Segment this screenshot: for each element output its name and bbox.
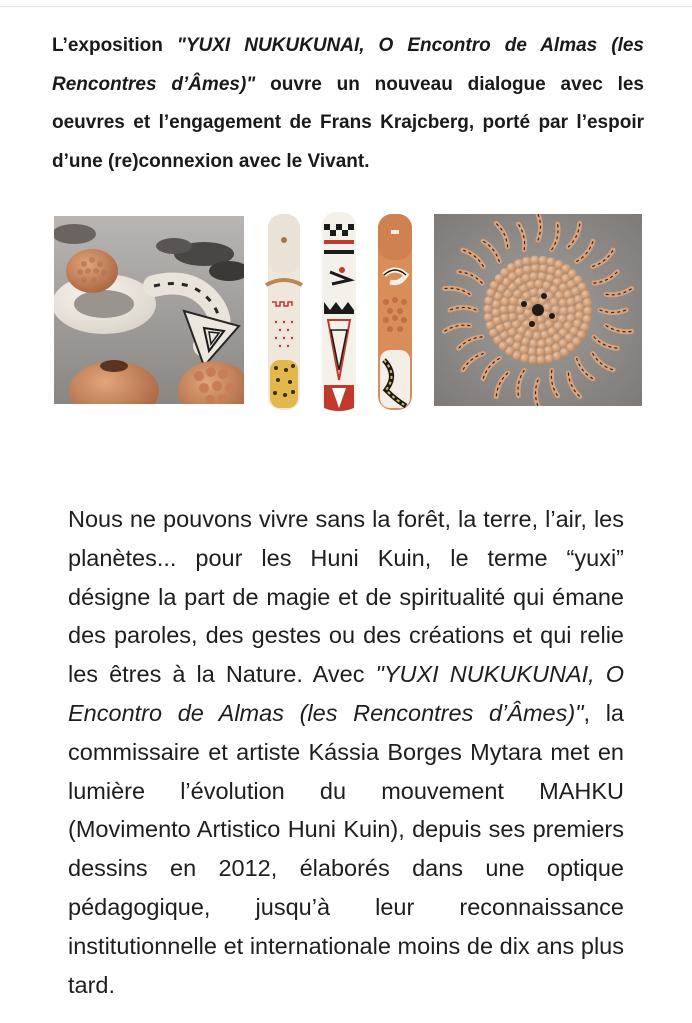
center-seed bbox=[549, 313, 555, 319]
clay-bead bbox=[514, 259, 523, 268]
clay-bead bbox=[531, 264, 540, 273]
clay-bead bbox=[583, 315, 592, 324]
clay-bead bbox=[583, 298, 592, 307]
clay-bead bbox=[523, 265, 532, 274]
sun-installation-photo bbox=[434, 214, 642, 406]
ceramic-sculptures-photo bbox=[54, 216, 244, 404]
body-paragraph bbox=[68, 500, 624, 1004]
clay-bead bbox=[537, 355, 546, 364]
clay-bead bbox=[486, 321, 495, 330]
intro-paragraph bbox=[52, 27, 644, 181]
intro-exhibition-title: "YUXI NUKUKUNAI, O Encontro de Almas (les Rencontres d’Âmes)" bbox=[52, 35, 644, 95]
clay-bead bbox=[522, 257, 531, 266]
clay-bead bbox=[492, 308, 501, 317]
clay-bead bbox=[537, 339, 546, 348]
clay-bead bbox=[528, 347, 537, 356]
clay-bead bbox=[583, 306, 592, 315]
clay-bead bbox=[507, 304, 516, 313]
clay-bead bbox=[538, 272, 547, 281]
center-seed bbox=[521, 301, 527, 307]
body-part1: Nous ne pouvons vivre sans la forêt, la terre, l’air, les planètes... pour les Huni Kuin, le terme “yuxi” désigne la part de magie et de spiritualité qui émane des paroles, des gestes ou des créations et qui relie les êtres à la Nature. Avec bbox=[68, 506, 624, 688]
body-exhibition-title: "YUXI NUKUKUNAI, O Encontro de Almas (les Rencontres d’Âmes)" bbox=[68, 661, 624, 726]
clay-bead bbox=[520, 345, 529, 354]
artwork-gallery bbox=[52, 210, 644, 415]
top-divider bbox=[0, 0, 692, 7]
clay-bead bbox=[567, 306, 576, 315]
clay-bead bbox=[559, 298, 568, 307]
clay-bead bbox=[484, 296, 493, 305]
clay-bead bbox=[536, 347, 545, 356]
center-seed bbox=[532, 304, 544, 316]
clay-bead bbox=[508, 312, 517, 321]
clay-bead bbox=[483, 304, 492, 313]
painted-totems-photo bbox=[260, 210, 432, 415]
body-part2: , la commissaire et artiste Kássia Borges Mytara met en lumière l’évolution du mouvement MAHKU (Movimento Artistico Huni Kuin), depuis ses premiers dessins en 2012, élaborés dans une optique pédagogique, jusqu’à leur reconnaissance institutionnelle et internationale moins de dix ans plus tard. bbox=[68, 699, 624, 998]
clay-bead bbox=[559, 307, 568, 316]
clay-bead bbox=[529, 339, 538, 348]
center-seed bbox=[541, 293, 547, 299]
clay-bead bbox=[553, 352, 562, 361]
clay-bead bbox=[499, 342, 508, 351]
clay-bead bbox=[581, 290, 590, 299]
clay-bead bbox=[575, 303, 584, 312]
clay-bead bbox=[545, 354, 554, 363]
intro-rest: ouvre un nouveau dialogue avec les oeuvres et l’engagement de Frans Krajcberg, porté par l’espoir d’une (re)connexion avec le Vivant. bbox=[52, 73, 645, 172]
clay-bead bbox=[530, 256, 539, 265]
center-seed bbox=[529, 321, 535, 327]
clay-bead bbox=[499, 305, 508, 314]
clay-bead bbox=[528, 355, 537, 364]
clay-bead bbox=[539, 256, 548, 265]
clay-bead bbox=[539, 264, 548, 273]
clay-bead bbox=[484, 313, 493, 322]
intro-lead: L’exposition bbox=[52, 35, 177, 56]
clay-bead bbox=[530, 272, 539, 281]
clay-bead bbox=[544, 346, 553, 355]
